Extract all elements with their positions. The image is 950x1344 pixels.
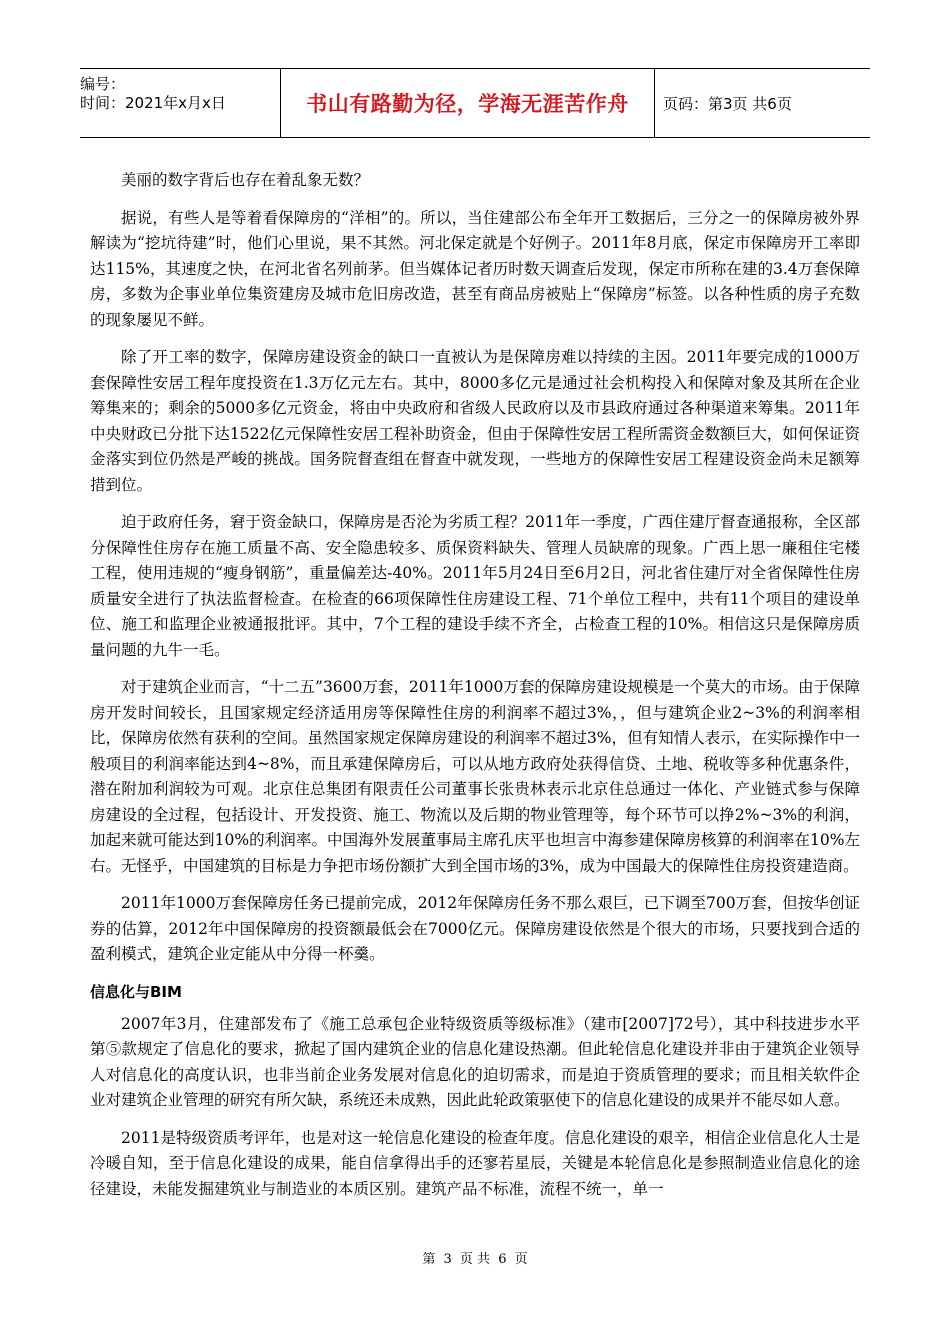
header-page-info [655, 69, 870, 137]
body-paragraph: 美丽的数字背后也存在着乱象无数？ [121, 171, 370, 189]
footer-page-number: 3 [443, 1252, 452, 1267]
page-header [80, 68, 870, 138]
document-number-label: 编号： [80, 75, 126, 93]
header-motto-cell [280, 69, 655, 137]
header-motto: 书山有路勤为径，学海无涯苦作舟 [306, 92, 629, 116]
header-page-info-text: 页码：第3页 共6页 [663, 94, 792, 113]
body-paragraph: 2007年3月，住建部发布了《施工总承包企业特级资质等级标准》（建市[2007]72号），其中科技进步水平第⑤款规定了信息化的要求，掀起了国内建筑企业的信息化建设热潮。但此轮信息化建设并非由于建筑企业领导人对信息化的高度认识，也非当前企业务发展对信息化的迫切需求，而是迫于资质管理的要求；而且相关软件企业对建筑企业管理的研究有所欠缺，系统还未成熟，因此此轮政策驱使下的信息化建设的成果并不能尽如人意。 [90, 1014, 860, 1109]
footer-total-pages: 6 [498, 1252, 507, 1267]
header-meta [80, 69, 280, 137]
document-body [90, 168, 860, 1214]
body-paragraph: 据说，有些人是等着看保障房的“洋相”的。所以，当住建部公布全年开工数据后，三分之一的保障房被外界解读为“挖坑待建”时，他们心里说，果不其然。河北保定就是个好例子。2011年8月底，保定市保障房开工率即达115%，其速度之快，在河北省名列前茅。但当媒体记者历时数天调查后发现，保定市所称在建的3.4万套保障房，多数为企事业单位集资建房及城市危旧房改造，甚至有商品房被贴上“保障房”标签。以各种性质的房子充数的现象屡见不鲜。 [90, 208, 860, 329]
body-paragraph: 对于建筑企业而言，“十二五”3600万套，2011年1000万套的保障房建设规模是一个莫大的市场。由于保障房开发时间较长，且国家规定经济适用房等保障性住房的利润率不超过3%，，但与建筑企业2~3%的利润率相比，保障房依然有获利的空间。虽然国家规定保障房建设的利润率不超过3%，但有知情人表示，在实际操作中一般项目的利润率能达到4~8%，而且承建保障房后，可以从地方政府处获得信贷、土地、税收等多种优惠条件，潜在附加利润较为可观。北京住总集团有限责任公司董事长张贵林表示北京住总通过一体化、产业链式参与保障房建设的全过程，包括设计、开发投资、施工、物流以及后期的物业管理等，每个环节可以挣2%~3%的利润，加起来就可能达到10%的利润率。中国海外发展董事局主席孔庆平也坦言中海参建保障房核算的利润率在10%左右。无怪乎，中国建筑的目标是力争把市场份额扩大到全国市场的3%，成为中国最大的保障性住房投资建造商。 [90, 678, 860, 875]
footer-prefix: 第 [422, 1252, 436, 1267]
body-paragraph: 迫于政府任务，窘于资金缺口，保障房是否沦为劣质工程？2011年一季度，广西住建厅督查通报称，全区部分保障性住房存在施工质量不高、安全隐患较多、质保资料缺失、管理人员缺席的现象。广西上思一廉租住宅楼工程，使用违规的“瘦身钢筋”，重量偏差达-40%。2011年5月24日至6月2日，河北省住建厅对全省保障性住房质量安全进行了执法监督检查。在检查的66项保障性住房建设工程、71个单位工程中，共有11个项目的建设单位、施工和监理企业被通报批评。其中，7个工程的建设手续不齐全，占检查工程的10%。相信这只是保障房质量问题的九牛一毛。 [90, 513, 860, 659]
footer-suffix: 页 [514, 1252, 528, 1267]
page-footer [0, 1248, 950, 1267]
body-paragraph: 除了开工率的数字，保障房建设资金的缺口一直被认为是保障房难以持续的主因。2011年要完成的1000万套保障性安居工程年度投资在1.3万亿元左右。其中，8000多亿元是通过社会机构投入和保障对象及其所在企业筹集来的；剩余的5000多亿元资金，将由中央政府和省级人民政府以及市县政府通过各种渠道来筹集。2011年中央财政已分批下达1522亿元保障性安居工程补助资金，但由于保障性安居工程所需资金数额巨大，如何保证资金落实到位仍然是严峻的挑战。国务院督查组在督查中就发现，一些地方的保障性安居工程建设资金尚未足额筹措到位。 [90, 348, 860, 494]
body-paragraph: 2011年1000万套保障房任务已提前完成，2012年保障房任务不那么艰巨，已下调至700万套，但按华创证券的估算，2012年中国保障房的投资额最低会在7000亿元。保障房建设依然是个很大的市场，只要找到合适的盈利模式，建筑企业定能从中分得一杯羹。 [90, 894, 860, 963]
footer-middle: 页 共 [459, 1252, 491, 1267]
section-heading: 信息化与BIM [90, 982, 182, 1001]
body-paragraph: 2011是特级资质考评年，也是对这一轮信息化建设的检查年度。信息化建设的艰辛，相信企业信息化人士是冷暖自知，至于信息化建设的成果，能自信拿得出手的还寥若星辰，关键是本轮信息化是参照制造业信息化的途径建设，未能发掘建筑业与制造业的本质区别。建筑产品不标准，流程不统一，单一 [90, 1128, 860, 1198]
document-date-label: 时间：2021年x月x日 [80, 94, 226, 112]
